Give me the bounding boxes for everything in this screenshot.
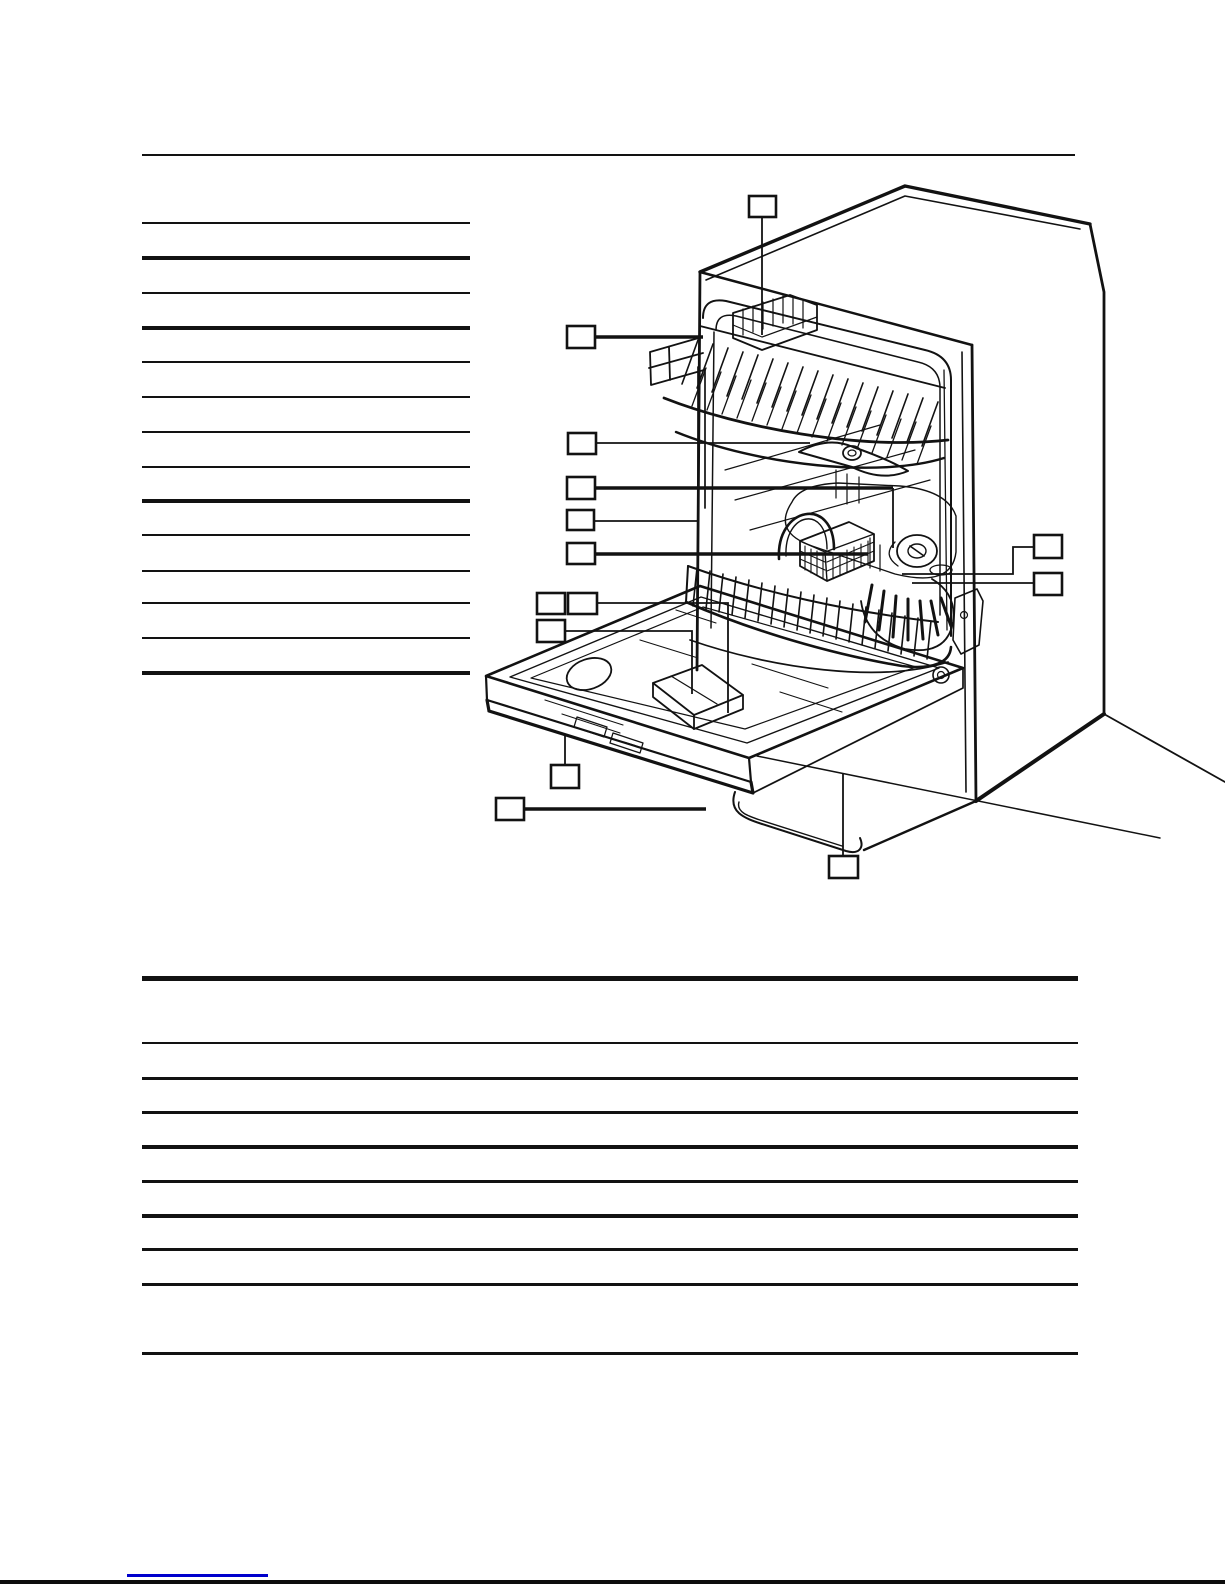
callout-box-left-2 (568, 433, 596, 454)
spray-arm (799, 443, 908, 504)
spec-table-rule (142, 1214, 1078, 1218)
tub-frame (703, 300, 956, 636)
spec-table-rule (142, 976, 1078, 981)
callout-box-left-5 (567, 543, 595, 564)
filter-assembly (889, 535, 952, 575)
spec-table-rule (142, 1077, 1078, 1080)
callout-box-door-rail (551, 765, 579, 788)
spec-table-rule (142, 1180, 1078, 1183)
footer-link[interactable] (127, 1574, 268, 1577)
callout-box-dispenser (537, 620, 565, 642)
callout-box-door-edge (496, 798, 524, 820)
spec-table-rule (142, 1111, 1078, 1114)
spec-table-rule (142, 1042, 1078, 1044)
callout-box-pair-b (568, 593, 597, 614)
spec-table-rule (142, 1145, 1078, 1149)
water-pipe (698, 367, 880, 571)
callout-box-pair-a (537, 593, 565, 614)
callout-box-left-4 (567, 510, 594, 530)
callout-leader-pair-b (597, 603, 728, 713)
spec-table-rule (142, 1352, 1078, 1355)
upper-rack (649, 295, 948, 468)
callout-box-top (749, 196, 776, 217)
callout-box-right-2 (1034, 573, 1062, 595)
detergent-dispenser (653, 665, 743, 729)
callout-box-base (829, 856, 858, 878)
callout-leader-right-1 (902, 547, 1034, 574)
spec-table-rule (142, 1248, 1078, 1251)
cutlery-basket (800, 522, 874, 581)
page-bottom-edge (0, 1580, 1225, 1584)
callout-box-left-1 (567, 326, 595, 348)
spec-table-rule (142, 1283, 1078, 1286)
callout-box-left-3 (567, 477, 595, 499)
callout-box-right-1 (1034, 535, 1062, 558)
callout-leader-dispenser (565, 631, 692, 694)
cabinet-body (697, 186, 1225, 850)
